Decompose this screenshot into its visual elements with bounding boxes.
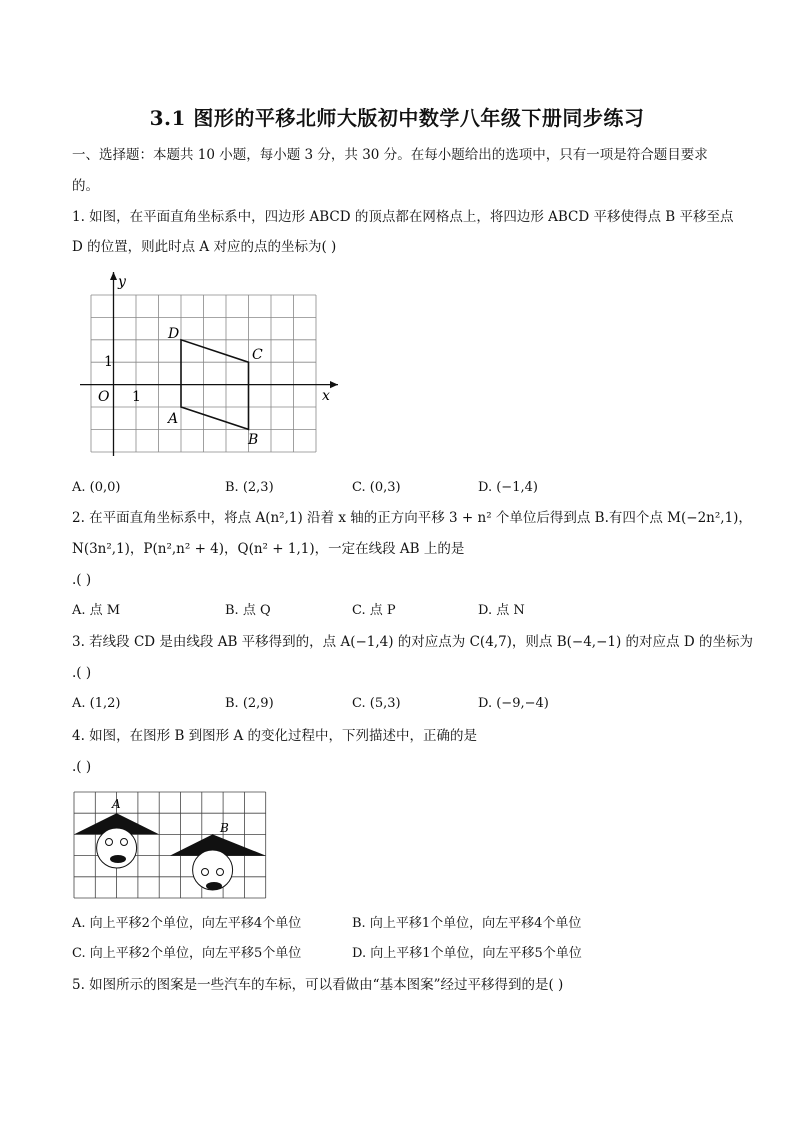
q1-text-line2: D 的位置，则此时点 A 对应的点的坐标为( ) [72,239,337,255]
q1-axes [80,272,338,456]
q1-text-line1: 1. 如图，在平面直角坐标系中，四边形 ABCD 的顶点都在网格点上，将四边形 ABCD 平移使得点 B 平移至点 [72,209,734,225]
q2-option-a[interactable]: A. 点 M [72,603,121,618]
q2-option-b[interactable]: B. 点 Q [225,603,271,618]
q1-point-c-label: C [252,347,263,363]
q4-grid-figure [72,790,270,902]
q1-coordinate-figure [76,270,341,460]
q4-option-d[interactable]: D. 向上平移1个单位，向左平移5个单位 [352,946,582,961]
q4-option-a[interactable]: A. 向上平移2个单位，向左平移4个单位 [72,916,302,931]
q4-text-line2: .( ) [72,759,92,775]
q1-x-tick-label: 1 [132,389,141,405]
q1-option-d[interactable]: D. (−1,4) [478,480,538,495]
q3-text-line2: .( ) [72,665,92,681]
q4-option-c[interactable]: C. 向上平移2个单位，向左平移5个单位 [72,946,302,961]
q5-text-line1: 5. 如图所示的图案是一些汽车的车标，可以看做由“基本图案”经过平移得到的是( ) [72,977,564,993]
q4-label-b: B [220,821,229,835]
q3-option-c[interactable]: C. (5,3) [352,696,401,711]
q2-text-line3: .( ) [72,572,92,588]
q4-option-b[interactable]: B. 向上平移1个单位，向左平移4个单位 [352,916,582,931]
q1-point-d-label: D [168,326,180,342]
q1-point-a-label: A [168,411,179,427]
q1-option-b[interactable]: B. (2,3) [225,480,274,495]
q4-text-line1: 4. 如图，在图形 B 到图形 A 的变化过程中，下列描述中，正确的是 [72,728,478,744]
q4-figure-b [170,834,266,890]
q1-y-tick-label: 1 [104,354,113,370]
q3-option-a[interactable]: A. (1,2) [72,696,121,711]
q1-origin-label: O [98,389,110,405]
page-title: 3.1 图形的平移北师大版初中数学八年级下册同步练习 [149,106,645,130]
q2-text-line1: 2. 在平面直角坐标系中，将点 A(n²,1) 沿着 x 轴的正方向平移 3 + n² 个单位后得到点 B.有四个点 M(−2n²,1)， [72,510,752,526]
q1-point-b-label: B [248,432,259,448]
q3-text-line1: 3. 若线段 CD 是由线段 AB 平移得到的，点 A(−1,4) 的对应点为 C(4,7)，则点 B(−4,−1) 的对应点 D 的坐标为 [72,634,753,650]
q2-option-c[interactable]: C. 点 P [352,603,396,618]
q4-figure-a [74,813,159,868]
q3-option-b[interactable]: B. (2,9) [225,696,274,711]
q4-label-a: A [112,797,121,811]
q2-option-d[interactable]: D. 点 N [478,603,525,618]
q1-option-c[interactable]: C. (0,3) [352,480,401,495]
q1-x-axis-label: x [322,388,330,404]
q1-grid [91,295,316,452]
section-instruction-line2: 的。 [72,178,99,194]
q1-y-axis-label: y [118,274,126,290]
section-instruction-line1: 一、选择题：本题共 10 小题，每小题 3 分，共 30 分。在每小题给出的选项中，只有一项是符合题目要求 [72,147,708,163]
q1-option-a[interactable]: A. (0,0) [72,480,121,495]
q2-text-line2: N(3n²,1)，P(n²,n² + 4)，Q(n² + 1,1)，一定在线段 AB 上的是 [72,541,465,557]
q3-option-d[interactable]: D. (−9,−4) [478,696,549,711]
